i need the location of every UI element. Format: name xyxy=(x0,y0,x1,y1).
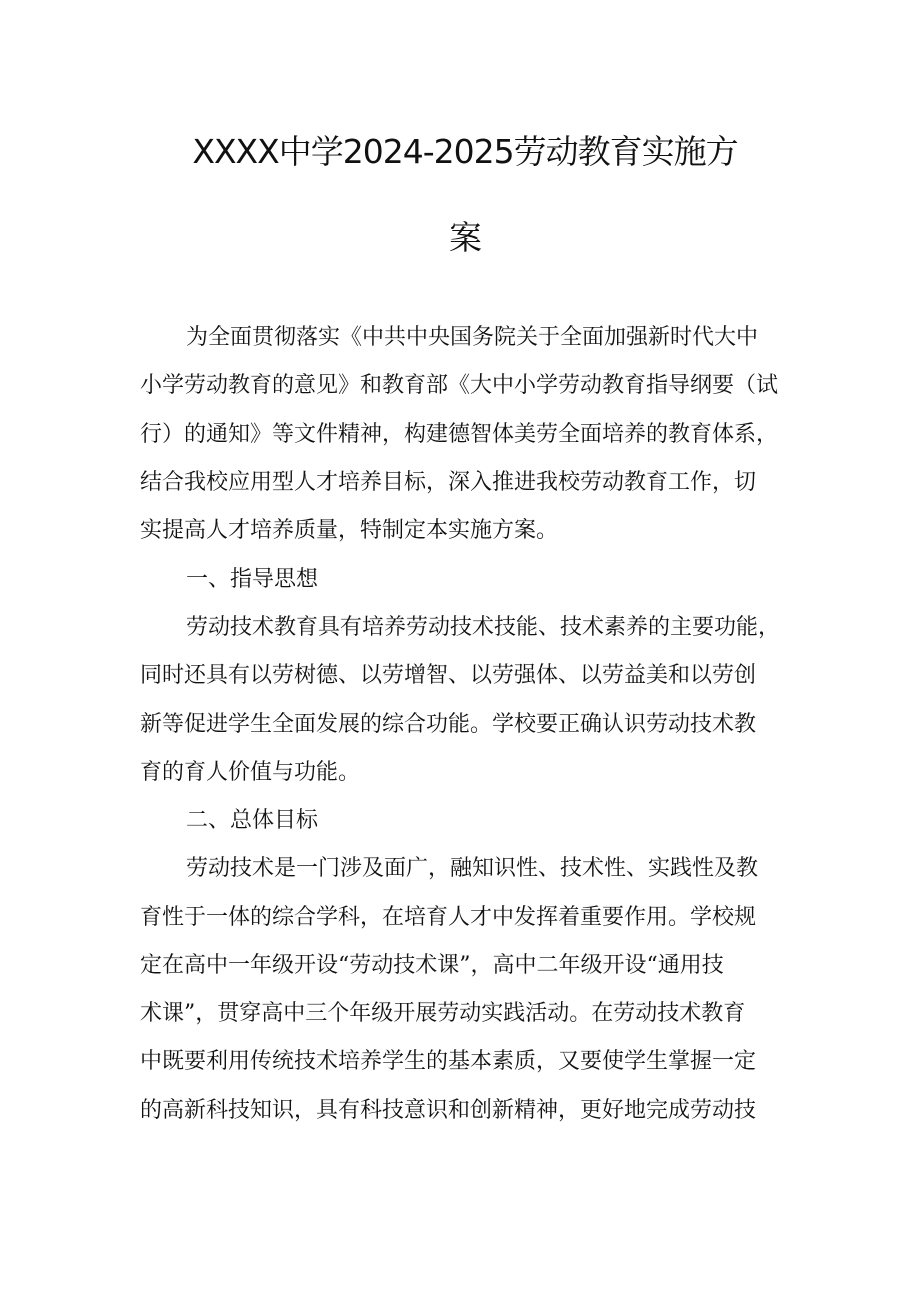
section-1-line-2: 同时还具有以劳树德、以劳增智、以劳强体、以劳益美和以劳创 xyxy=(140,663,757,688)
section-1-line-3: 新等促进学生全面发展的综合功能。学校要正确认识劳动技术教 xyxy=(140,712,757,737)
section-2-heading: 二、总体目标 xyxy=(186,808,319,833)
section-2-line-4: 术课”，贯穿高中三个年级开展劳动实践活动。在劳动技术教育 xyxy=(140,1001,746,1026)
section-2-line-1: 劳动技术是一门涉及面广，融知识性、技术性、实践性及教 xyxy=(186,856,759,881)
section-1-heading: 一、指导思想 xyxy=(186,567,319,592)
intro-line-1: 为全面贯彻落实《中共中央国务院关于全面加强新时代大中 xyxy=(186,325,759,350)
section-1-line-1: 劳动技术教育具有培养劳动技术技能、技术素养的主要功能， xyxy=(186,615,781,640)
intro-line-3: 行）的通知》等文件精神，构建德智体美劳全面培养的教育体系， xyxy=(140,422,779,447)
intro-line-5: 实提高人才培养质量，特制定本实施方案。 xyxy=(140,518,559,543)
intro-line-4: 结合我校应用型人才培养目标，深入推进我校劳动教育工作，切 xyxy=(140,470,757,495)
section-2-line-3: 定在高中一年级开设“劳动技术课”，高中二年级开设“通用技 xyxy=(140,953,724,978)
section-2-line-6: 的高新科技知识，具有科技意识和创新精神，更好地完成劳动技 xyxy=(140,1098,757,1123)
document-title-line-2: 案 xyxy=(449,218,481,257)
document-title-line-1: XXXX中学2024-2025劳动教育实施方 xyxy=(192,132,738,171)
section-2-line-2: 育性于一体的综合学科，在培育人才中发挥着重要作用。学校规 xyxy=(140,905,757,930)
section-2-line-5: 中既要利用传统技术培养学生的基本素质，又要使学生掌握一定 xyxy=(140,1049,757,1074)
intro-line-2: 小学劳动教育的意见》和教育部《大中小学劳动教育指导纲要（试 xyxy=(140,373,779,398)
section-1-line-4: 育的育人价值与功能。 xyxy=(140,760,361,785)
